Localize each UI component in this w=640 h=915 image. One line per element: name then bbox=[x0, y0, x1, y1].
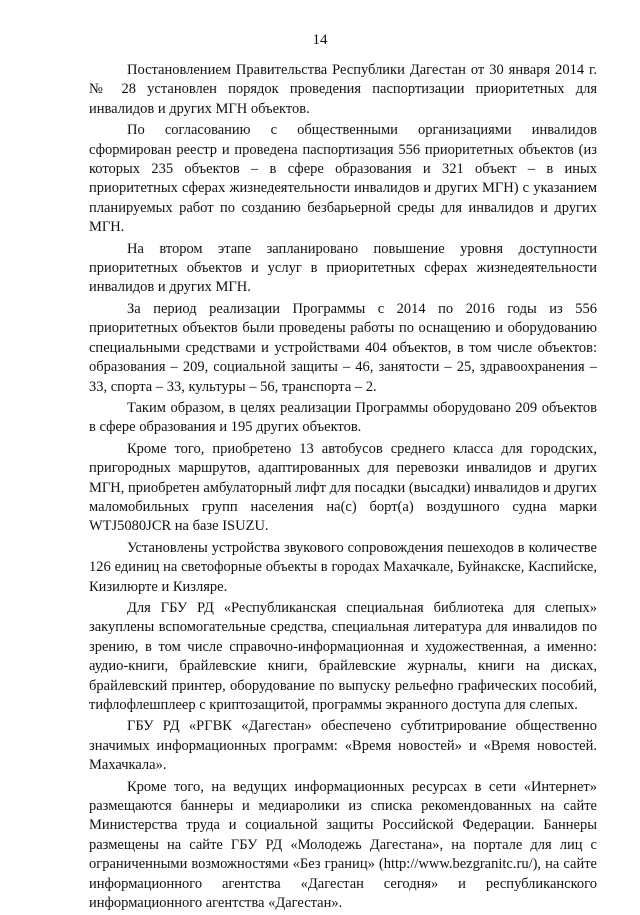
paragraph-second-stage: На втором этапе запланировано повышение уровня доступности приоритетных объектов и услуг в приоритетных сферах жизнедеятельности инвалидов и других МГН. bbox=[89, 240, 597, 296]
paragraph-summary: Таким образом, в целях реализации Программы оборудовано 209 объектов в сфере образования и 195 других объектов. bbox=[89, 399, 597, 436]
document-body bbox=[89, 61, 597, 915]
paragraph-library: Для ГБУ РД «Республиканская специальная библиотека для слепых» закуплены вспомогательные средства, специальная литература для инвалидов по зрению, в том числе справочно-информационная и художественная, а именно: аудио-книги, брайлевские книги, брайлевские журналы, книги на дисках, брайлевский принтер, оборудование по выпуску рельефно графических пособий, тифлофлешплеер с криптозащитой, программы экранного доступа для слепых. bbox=[89, 599, 597, 713]
paragraph-transport: Кроме того, приобретено 13 автобусов среднего класса для городских, пригородных маршрутов, адаптированных для перевозки инвалидов и других МГН, приобретен амбулаторный лифт для посадки (высадки) инвалидов и других маломобильных групп населения на(с) борт(а) воздушного судна марки WTJ5080JCR на базе ISUZU. bbox=[89, 440, 597, 535]
paragraph-program-results: За период реализации Программы с 2014 по 2016 годы из 556 приоритетных объектов были проведены работы по оснащению и оборудованию специальными средствами и устройствами 404 объектов, в том числе объектов: образования – 209, социальной защиты – 46, занятости – 25, здравоохранения – 33, спорта – 33, культуры – 56, транспорта – 2. bbox=[89, 300, 597, 395]
paragraph-registry: По согласованию с общественными организациями инвалидов сформирован реестр и проведена паспортизация 556 приоритетных объектов (из которых 235 объектов – в сфере образования и 321 объект – в иных приоритетных сферах жизнедеятельности инвалидов и других МГН) с указанием планируемых работ по созданию безбарьерной среды для инвалидов и других МГН. bbox=[89, 122, 597, 236]
paragraph-internet-banners: Кроме того, на ведущих информационных ресурсах в сети «Интернет» размещаются баннеры и медиаролики из списка рекомендованных на сайте Министерства труда и социальной защиты Российской Федерации. Баннеры размещены на сайте ГБУ РД «Молодежь Дагестана», на портале для лиц с ограниченными возможностями «Без границ» (http://www.bezgranitc.ru/), на сайте информационного агентства «Дагестан сегодня» и республиканского информационного агентства «Дагестан». bbox=[89, 778, 597, 912]
paragraph-subtitles: ГБУ РД «РГВК «Дагестан» обеспечено субтитрирование общественно значимых информационных программ: «Время новостей» и «Время новостей. Махачкала». bbox=[89, 718, 597, 774]
page-number: 14 bbox=[312, 32, 328, 48]
paragraph-passport-procedure: Постановлением Правительства Республики Дагестан от 30 января 2014 г. № 28 установлен порядок проведения паспортизации приоритетных для инвалидов и других МГН объектов. bbox=[89, 62, 597, 117]
paragraph-sound-devices: Установлены устройства звукового сопровождения пешеходов в количестве 126 единиц на светофорные объекты в городах Махачкале, Буйнакске, Каспийске, Кизилюрте и Кизляре. bbox=[89, 539, 597, 595]
